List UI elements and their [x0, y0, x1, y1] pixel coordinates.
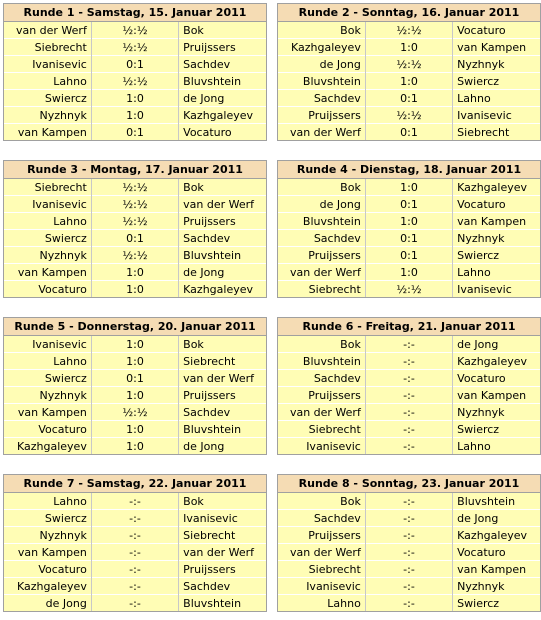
game-row	[278, 179, 540, 196]
white-player: van der Werf	[4, 22, 91, 39]
game-result: ½:½	[91, 213, 178, 230]
game-row	[4, 39, 266, 56]
game-row	[4, 387, 266, 404]
pairings-table	[278, 475, 540, 611]
black-player: van der Werf	[179, 370, 266, 387]
game-result: ½:½	[365, 107, 452, 124]
round-table-3	[3, 160, 267, 298]
game-row	[4, 179, 266, 196]
white-player: Siebrecht	[278, 281, 365, 298]
game-row	[4, 404, 266, 421]
game-row	[4, 213, 266, 230]
black-player: Siebrecht	[179, 527, 266, 544]
game-row	[4, 493, 266, 510]
game-row	[278, 247, 540, 264]
white-player: van der Werf	[278, 404, 365, 421]
game-row	[278, 336, 540, 353]
white-player: Pruijssers	[278, 527, 365, 544]
game-result: -:-	[365, 527, 452, 544]
black-player: Bluvshtein	[179, 421, 266, 438]
round-table-6	[277, 317, 541, 455]
white-player: Swiercz	[4, 90, 91, 107]
game-result: 1:0	[365, 179, 452, 196]
white-player: Sachdev	[278, 510, 365, 527]
game-result: 1:0	[91, 107, 178, 124]
white-player: Ivanisevic	[4, 336, 91, 353]
game-row	[278, 22, 540, 39]
white-player: Bok	[278, 336, 365, 353]
round-table-5	[3, 317, 267, 455]
white-player: Nyzhnyk	[4, 387, 91, 404]
black-player: van der Werf	[179, 544, 266, 561]
game-row	[278, 421, 540, 438]
game-row	[278, 124, 540, 141]
white-player: Lahno	[4, 213, 91, 230]
game-row	[4, 510, 266, 527]
black-player: Swiercz	[453, 595, 540, 612]
game-row	[4, 247, 266, 264]
white-player: van Kampen	[4, 544, 91, 561]
black-player: Bok	[179, 22, 266, 39]
game-row	[278, 370, 540, 387]
white-player: Bok	[278, 22, 365, 39]
game-row	[278, 510, 540, 527]
game-row	[4, 107, 266, 124]
black-player: de Jong	[453, 336, 540, 353]
white-player: Swiercz	[4, 510, 91, 527]
black-player: Nyzhnyk	[453, 578, 540, 595]
game-result: -:-	[365, 561, 452, 578]
game-row	[4, 264, 266, 281]
white-player: Bok	[278, 493, 365, 510]
round-table-2	[277, 3, 541, 141]
game-result: 1:0	[91, 438, 178, 455]
game-row	[4, 561, 266, 578]
black-player: Ivanisevic	[453, 107, 540, 124]
white-player: Bluvshtein	[278, 213, 365, 230]
black-player: Bluvshtein	[453, 493, 540, 510]
black-player: Bok	[179, 179, 266, 196]
game-result: ½:½	[91, 196, 178, 213]
black-player: Bok	[179, 336, 266, 353]
game-result: ½:½	[91, 73, 178, 90]
white-player: Lahno	[4, 353, 91, 370]
game-result: -:-	[365, 421, 452, 438]
game-result: 0:1	[91, 230, 178, 247]
game-row	[278, 493, 540, 510]
white-player: Kazhgaleyev	[4, 578, 91, 595]
round-table-8	[277, 474, 541, 612]
black-player: Kazhgaleyev	[179, 107, 266, 124]
game-result: -:-	[91, 493, 178, 510]
black-player: Siebrecht	[179, 353, 266, 370]
black-player: Vocaturo	[453, 22, 540, 39]
white-player: Vocaturo	[4, 561, 91, 578]
white-player: Sachdev	[278, 90, 365, 107]
white-player: Pruijssers	[278, 247, 365, 264]
game-result: -:-	[365, 353, 452, 370]
game-row	[4, 578, 266, 595]
game-row	[278, 264, 540, 281]
white-player: van Kampen	[4, 264, 91, 281]
white-player: Swiercz	[4, 230, 91, 247]
white-player: de Jong	[278, 56, 365, 73]
black-player: de Jong	[179, 264, 266, 281]
game-result: 1:0	[91, 387, 178, 404]
game-row	[4, 230, 266, 247]
round-title: Runde 3 - Montag, 17. Januar 2011	[4, 161, 266, 179]
game-row	[278, 438, 540, 455]
game-result: -:-	[91, 527, 178, 544]
white-player: Kazhgaleyev	[278, 39, 365, 56]
black-player: de Jong	[179, 438, 266, 455]
black-player: Vocaturo	[453, 370, 540, 387]
black-player: Nyzhnyk	[453, 56, 540, 73]
round-title: Runde 1 - Samstag, 15. Januar 2011	[4, 4, 266, 22]
black-player: Kazhgaleyev	[453, 527, 540, 544]
black-player: Pruijssers	[179, 39, 266, 56]
white-player: Swiercz	[4, 370, 91, 387]
black-player: de Jong	[179, 90, 266, 107]
white-player: Lahno	[4, 73, 91, 90]
white-player: Ivanisevic	[278, 578, 365, 595]
game-row	[278, 404, 540, 421]
white-player: Nyzhnyk	[4, 107, 91, 124]
game-row	[278, 544, 540, 561]
black-player: Nyzhnyk	[453, 404, 540, 421]
black-player: van der Werf	[179, 196, 266, 213]
game-row	[278, 196, 540, 213]
black-player: Ivanisevic	[179, 510, 266, 527]
black-player: Nyzhnyk	[453, 230, 540, 247]
white-player: Nyzhnyk	[4, 527, 91, 544]
white-player: Pruijssers	[278, 107, 365, 124]
white-player: Siebrecht	[278, 421, 365, 438]
game-result: 0:1	[365, 230, 452, 247]
white-player: Bluvshtein	[278, 353, 365, 370]
game-row	[4, 595, 266, 612]
white-player: Siebrecht	[278, 561, 365, 578]
game-result: -:-	[365, 544, 452, 561]
white-player: Bluvshtein	[278, 73, 365, 90]
game-result: -:-	[365, 595, 452, 612]
game-result: -:-	[365, 578, 452, 595]
game-result: -:-	[365, 336, 452, 353]
pairings-table	[278, 318, 540, 454]
game-row	[278, 387, 540, 404]
pairings-table	[4, 4, 266, 140]
game-result: 1:0	[91, 421, 178, 438]
game-row	[278, 353, 540, 370]
black-player: van Kampen	[453, 213, 540, 230]
game-row	[4, 196, 266, 213]
game-result: ½:½	[91, 39, 178, 56]
white-player: Bok	[278, 179, 365, 196]
black-player: Sachdev	[179, 578, 266, 595]
black-player: Swiercz	[453, 73, 540, 90]
white-player: van der Werf	[278, 544, 365, 561]
game-row	[278, 561, 540, 578]
pairings-table	[4, 475, 266, 611]
game-result: 0:1	[91, 370, 178, 387]
game-result: 0:1	[365, 196, 452, 213]
black-player: Swiercz	[453, 421, 540, 438]
game-row	[4, 56, 266, 73]
game-result: ½:½	[365, 22, 452, 39]
black-player: de Jong	[453, 510, 540, 527]
white-player: van der Werf	[278, 124, 365, 141]
game-row	[278, 578, 540, 595]
white-player: Ivanisevic	[4, 56, 91, 73]
game-result: -:-	[365, 387, 452, 404]
white-player: Lahno	[278, 595, 365, 612]
round-table-4	[277, 160, 541, 298]
black-player: Bluvshtein	[179, 595, 266, 612]
game-result: ½:½	[365, 56, 452, 73]
black-player: van Kampen	[453, 561, 540, 578]
black-player: Bluvshtein	[179, 73, 266, 90]
black-player: Kazhgaleyev	[179, 281, 266, 298]
game-result: -:-	[365, 510, 452, 527]
black-player: Bluvshtein	[179, 247, 266, 264]
white-player: de Jong	[278, 196, 365, 213]
game-row	[278, 107, 540, 124]
game-result: -:-	[91, 578, 178, 595]
game-row	[4, 124, 266, 141]
black-player: Sachdev	[179, 404, 266, 421]
game-row	[278, 56, 540, 73]
black-player: van Kampen	[453, 387, 540, 404]
game-row	[4, 73, 266, 90]
game-result: -:-	[91, 561, 178, 578]
game-result: 1:0	[365, 264, 452, 281]
game-result: -:-	[365, 438, 452, 455]
game-result: 0:1	[365, 124, 452, 141]
game-result: 0:1	[365, 247, 452, 264]
pairings-table	[4, 318, 266, 454]
black-player: Sachdev	[179, 230, 266, 247]
round-table-1	[3, 3, 267, 141]
game-result: 1:0	[91, 90, 178, 107]
game-result: ½:½	[91, 247, 178, 264]
game-row	[278, 73, 540, 90]
white-player: Siebrecht	[4, 179, 91, 196]
game-result: 0:1	[91, 124, 178, 141]
round-title: Runde 8 - Sonntag, 23. Januar 2011	[278, 475, 540, 493]
game-result: ½:½	[91, 179, 178, 196]
game-row	[278, 90, 540, 107]
white-player: Sachdev	[278, 370, 365, 387]
black-player: Pruijssers	[179, 213, 266, 230]
game-row	[4, 544, 266, 561]
round-title: Runde 5 - Donnerstag, 20. Januar 2011	[4, 318, 266, 336]
black-player: Vocaturo	[179, 124, 266, 141]
game-result: 1:0	[365, 39, 452, 56]
round-table-7	[3, 474, 267, 612]
round-title: Runde 4 - Dienstag, 18. Januar 2011	[278, 161, 540, 179]
round-title: Runde 2 - Sonntag, 16. Januar 2011	[278, 4, 540, 22]
game-result: -:-	[91, 595, 178, 612]
game-row	[4, 90, 266, 107]
game-row	[4, 370, 266, 387]
black-player: Sachdev	[179, 56, 266, 73]
game-result: 1:0	[91, 264, 178, 281]
game-row	[278, 39, 540, 56]
black-player: Kazhgaleyev	[453, 353, 540, 370]
black-player: Kazhgaleyev	[453, 179, 540, 196]
game-result: 0:1	[365, 90, 452, 107]
game-result: -:-	[365, 370, 452, 387]
white-player: de Jong	[4, 595, 91, 612]
black-player: Lahno	[453, 438, 540, 455]
game-row	[278, 230, 540, 247]
game-result: -:-	[365, 404, 452, 421]
game-result: 0:1	[91, 56, 178, 73]
game-result: ½:½	[91, 22, 178, 39]
game-result: -:-	[91, 544, 178, 561]
round-title: Runde 6 - Freitag, 21. Januar 2011	[278, 318, 540, 336]
game-result: -:-	[91, 510, 178, 527]
black-player: Vocaturo	[453, 544, 540, 561]
white-player: Ivanisevic	[4, 196, 91, 213]
game-row	[278, 527, 540, 544]
white-player: Pruijssers	[278, 387, 365, 404]
white-player: van Kampen	[4, 124, 91, 141]
white-player: van Kampen	[4, 404, 91, 421]
white-player: Lahno	[4, 493, 91, 510]
black-player: Swiercz	[453, 247, 540, 264]
game-row	[4, 336, 266, 353]
black-player: Ivanisevic	[453, 281, 540, 298]
white-player: Sachdev	[278, 230, 365, 247]
game-result: 1:0	[365, 73, 452, 90]
game-result: ½:½	[91, 404, 178, 421]
game-row	[278, 595, 540, 612]
game-row	[4, 438, 266, 455]
game-result: 1:0	[91, 336, 178, 353]
black-player: Pruijssers	[179, 387, 266, 404]
game-row	[4, 527, 266, 544]
game-row	[4, 421, 266, 438]
game-row	[278, 213, 540, 230]
game-row	[4, 22, 266, 39]
black-player: Siebrecht	[453, 124, 540, 141]
game-row	[4, 353, 266, 370]
black-player: Lahno	[453, 264, 540, 281]
black-player: Bok	[179, 493, 266, 510]
game-result: 1:0	[91, 281, 178, 298]
black-player: Vocaturo	[453, 196, 540, 213]
pairings-table	[278, 161, 540, 297]
white-player: Vocaturo	[4, 421, 91, 438]
game-result: 1:0	[91, 353, 178, 370]
black-player: van Kampen	[453, 39, 540, 56]
game-row	[4, 281, 266, 298]
white-player: Ivanisevic	[278, 438, 365, 455]
game-result: -:-	[365, 493, 452, 510]
pairings-table	[4, 161, 266, 297]
game-result: ½:½	[365, 281, 452, 298]
white-player: Kazhgaleyev	[4, 438, 91, 455]
pairings-table	[278, 4, 540, 140]
game-row	[278, 281, 540, 298]
black-player: Lahno	[453, 90, 540, 107]
white-player: Siebrecht	[4, 39, 91, 56]
white-player: Vocaturo	[4, 281, 91, 298]
white-player: van der Werf	[278, 264, 365, 281]
round-title: Runde 7 - Samstag, 22. Januar 2011	[4, 475, 266, 493]
game-result: 1:0	[365, 213, 452, 230]
black-player: Pruijssers	[179, 561, 266, 578]
white-player: Nyzhnyk	[4, 247, 91, 264]
